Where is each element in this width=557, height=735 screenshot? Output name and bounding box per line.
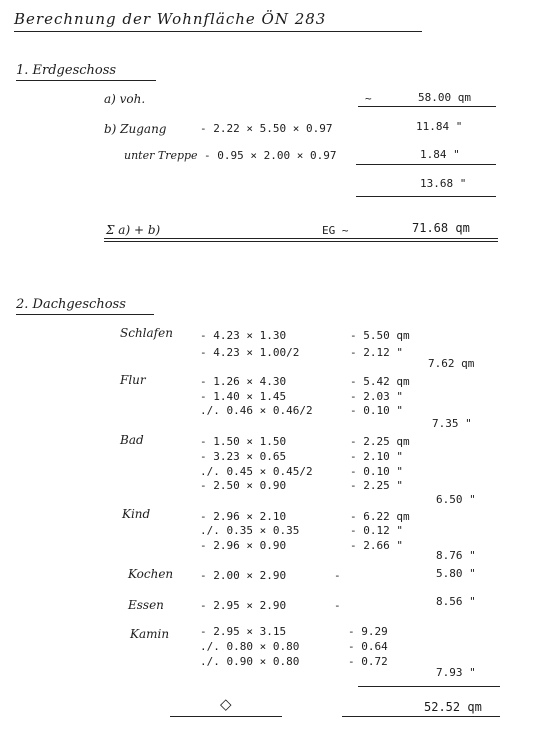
room-total: 8.56 " — [436, 595, 476, 608]
title-underline — [14, 31, 422, 32]
room-value: - 5.50 qm — [350, 329, 410, 342]
room-value: - 5.42 qm — [350, 375, 410, 388]
room-formula: - 2.96 × 2.10 — [200, 510, 287, 523]
room-value: - 2.66 " — [350, 539, 403, 552]
section-2-heading: 2. Dachgeschoss — [16, 297, 126, 312]
room-formula: - 2.96 × 0.90 — [200, 539, 287, 552]
room-name: Kochen — [128, 567, 174, 581]
sum-value: 71.68 qm — [412, 221, 470, 235]
room-name: Schlafen — [120, 326, 173, 340]
sum-line-double — [104, 241, 498, 242]
room-value: - 0.10 " — [350, 465, 403, 478]
room-formula: - 2.95 × 3.15 — [200, 625, 287, 638]
grand-total-line — [342, 716, 500, 717]
room-value: - 2.03 " — [350, 390, 403, 403]
room-formula: - 2.50 × 0.90 — [200, 479, 287, 492]
room-value: - 2.12 " — [350, 346, 403, 359]
room-formula: ./. 0.46 × 0.46/2 — [200, 404, 313, 417]
room-name: Kind — [122, 507, 151, 521]
item-formula: - 0.95 × 2.00 × 0.97 — [204, 149, 337, 162]
item-result: 11.84 " — [416, 120, 463, 133]
room-total: 6.50 " — [436, 493, 476, 506]
room-formula: - 1.40 × 1.45 — [200, 390, 287, 403]
room-name: Kamin — [130, 627, 170, 641]
sum-label: Σ a) + b) — [106, 223, 161, 237]
room-value: - — [334, 599, 341, 612]
room-total: 7.35 " — [432, 417, 472, 430]
room-formula: - 1.26 × 4.30 — [200, 375, 287, 388]
room-name: Flur — [120, 373, 146, 387]
room-formula: ./. 0.90 × 0.80 — [200, 655, 300, 668]
attic-total-line — [358, 686, 500, 687]
room-formula: - 2.95 × 2.90 — [200, 599, 287, 612]
item-label: b) Zugang — [104, 122, 167, 136]
section-1-underline — [16, 80, 156, 81]
room-value: - — [334, 569, 341, 582]
room-formula: ./. 0.45 × 0.45/2 — [200, 465, 313, 478]
room-value: - 0.12 " — [350, 524, 403, 537]
diamond-symbol: ◇ — [220, 695, 232, 713]
item-result: 1.84 " — [420, 148, 460, 161]
signature-line — [170, 716, 282, 717]
room-name: Essen — [128, 598, 164, 612]
room-value: - 0.10 " — [350, 404, 403, 417]
room-total: 5.80 " — [436, 567, 476, 580]
item-formula: - 2.22 × 5.50 × 0.97 — [200, 122, 333, 135]
subtotal-underline — [356, 196, 496, 197]
section-1-heading: 1. Erdgeschoss — [16, 63, 117, 78]
section-2-underline — [16, 314, 154, 315]
room-formula: - 4.23 × 1.00/2 — [200, 346, 300, 359]
room-value: - 2.10 " — [350, 450, 403, 463]
grand-total: 52.52 qm — [424, 700, 482, 714]
room-value: - 2.25 " — [350, 479, 403, 492]
room-value: - 6.22 qm — [350, 510, 410, 523]
room-formula: - 2.00 × 2.90 — [200, 569, 287, 582]
room-name: Bad — [120, 433, 144, 447]
subtotal-value: 13.68 " — [420, 177, 467, 190]
room-value: - 0.72 — [348, 655, 388, 668]
room-total: 7.62 qm — [428, 357, 475, 370]
room-value: - 2.25 qm — [350, 435, 410, 448]
sum-line — [104, 238, 498, 239]
item-approx: ~ — [365, 92, 372, 105]
item-underline — [358, 106, 496, 107]
item-result: 58.00 qm — [418, 91, 471, 104]
sum-prefix: EG ~ — [322, 224, 349, 237]
room-formula: ./. 0.80 × 0.80 — [200, 640, 300, 653]
room-value: - 9.29 — [348, 625, 388, 638]
room-total: 7.93 " — [436, 666, 476, 679]
page-title: Berechnung der Wohnfläche ÖN 283 — [14, 10, 327, 28]
item-label: a) voh. — [104, 92, 146, 106]
room-formula: - 3.23 × 0.65 — [200, 450, 287, 463]
room-formula: - 1.50 × 1.50 — [200, 435, 287, 448]
room-total: 8.76 " — [436, 549, 476, 562]
room-formula: - 4.23 × 1.30 — [200, 329, 287, 342]
subtotal-line — [356, 164, 496, 165]
item-label: unter Treppe — [124, 149, 198, 162]
room-value: - 0.64 — [348, 640, 388, 653]
room-formula: ./. 0.35 × 0.35 — [200, 524, 300, 537]
